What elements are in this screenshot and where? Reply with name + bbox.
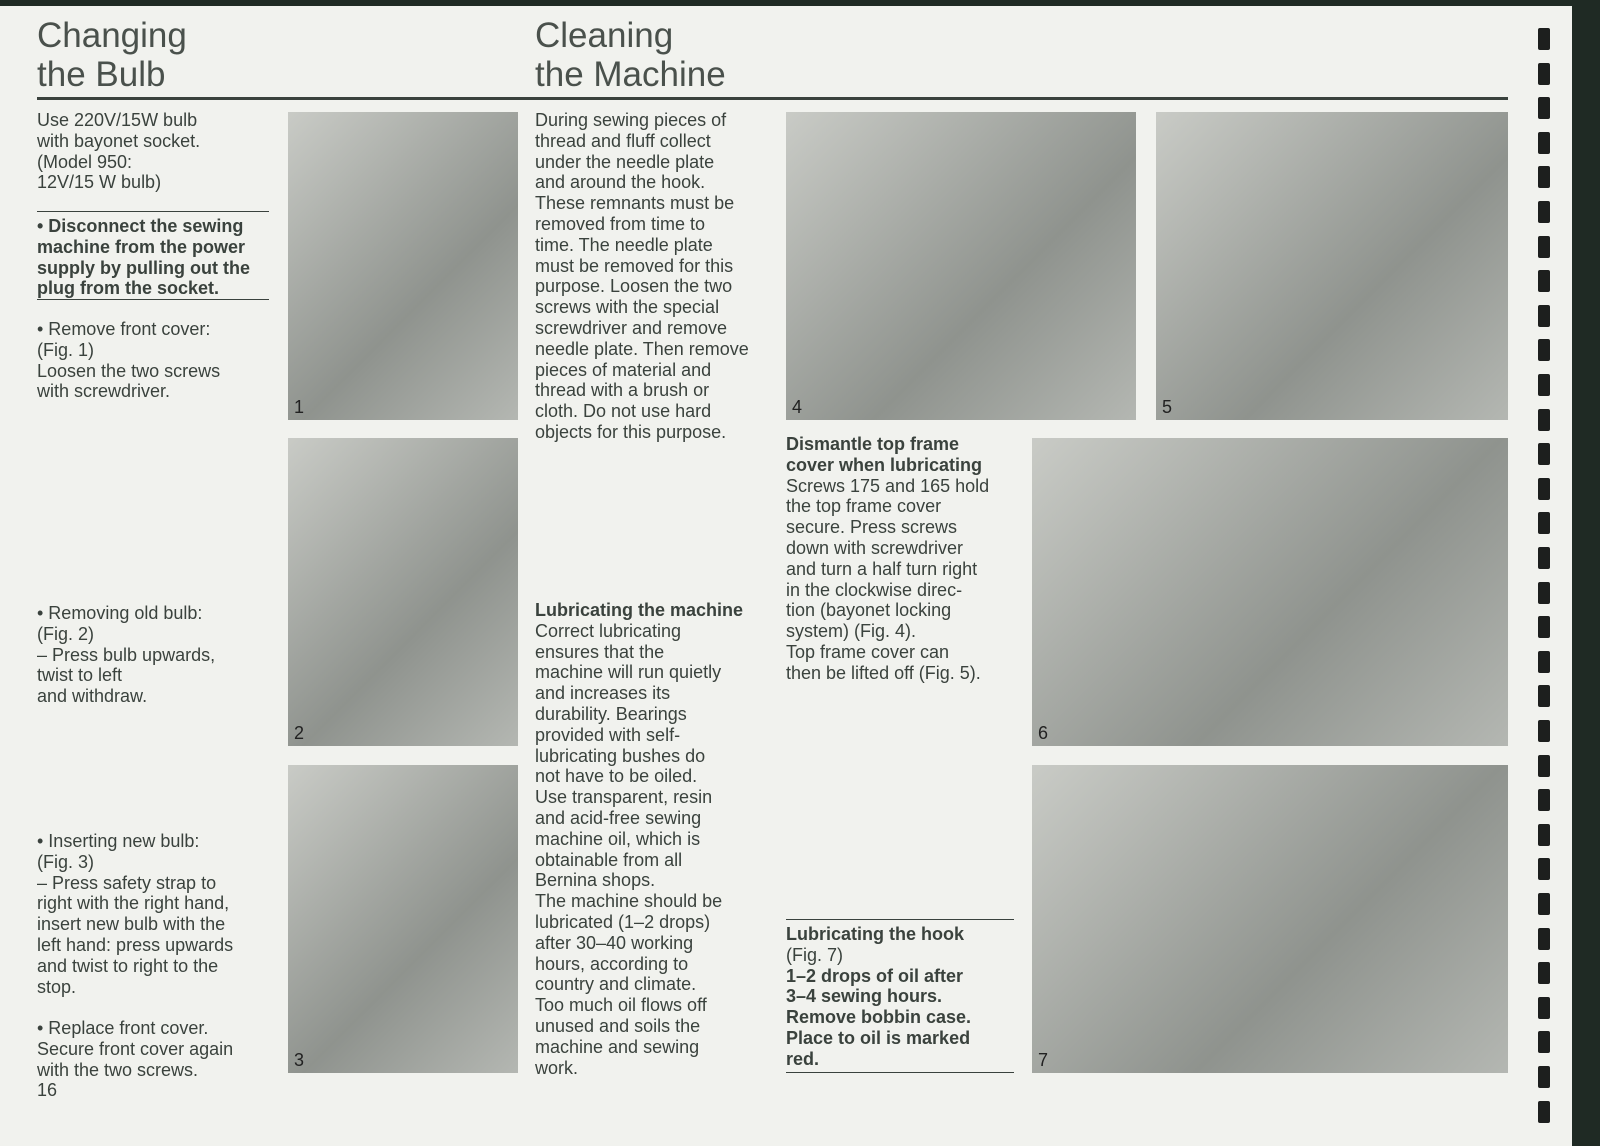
text-line: must be removed for this [535, 255, 734, 276]
page-number: 16 [37, 1080, 58, 1100]
text-line: left hand: press upwards [37, 934, 234, 955]
lubricating-text [535, 621, 780, 1079]
binding-hole [1538, 63, 1550, 85]
lubricating-section [535, 600, 780, 1078]
text-line: lubricated (1–2 drops) [535, 911, 711, 932]
text-line: Loosen the two screws [37, 360, 221, 381]
text-line: machine from the power [37, 236, 246, 257]
binding-hole [1538, 547, 1550, 569]
text-line: plug from the socket. [37, 278, 220, 299]
text-line: These remnants must be [535, 193, 735, 214]
text-line: removed from time to [535, 213, 706, 234]
binding-hole [1538, 201, 1550, 223]
text-line: cover when lubricating [786, 454, 983, 475]
binding-hole [1538, 28, 1550, 50]
figure-4-photo [786, 112, 1136, 420]
binding-hole [1538, 582, 1550, 604]
text-line: unused and soils the [535, 1015, 701, 1036]
text-line: (Fig. 2) [37, 623, 95, 644]
figure-7-photo [1032, 765, 1508, 1073]
dismantle-title [786, 434, 1026, 476]
binding-hole [1538, 824, 1550, 846]
text-line: • Inserting new bulb: [37, 831, 200, 851]
binding-hole [1538, 1031, 1550, 1053]
figure-number: 2 [294, 723, 305, 743]
figure-number: 7 [1038, 1050, 1049, 1070]
text-line: (Fig. 1) [37, 339, 95, 360]
text-line: Correct lubricating [535, 620, 682, 641]
text-line: lubricating bushes do [535, 745, 706, 766]
text-line: Dismantle top frame [786, 434, 960, 454]
text-line: twist to left [37, 665, 123, 686]
binding-hole [1538, 512, 1550, 534]
binding-hole [1538, 789, 1550, 811]
text-line: and increases its [535, 683, 671, 704]
text-line: During sewing pieces of [535, 110, 727, 130]
text-line: insert new bulb with the [37, 914, 226, 935]
text-line: hours, according to [535, 953, 689, 974]
text-line: the top frame cover [786, 496, 942, 517]
insert-bulb-text [37, 831, 277, 997]
text-line: and around the hook. [535, 172, 706, 193]
binding-hole [1538, 893, 1550, 915]
text-line: 12V/15 W bulb) [37, 172, 162, 193]
text-line: • Removing old bulb: [37, 603, 203, 623]
text-line: cloth. Do not use hard [535, 401, 712, 422]
text-line: Bernina shops. [535, 870, 656, 891]
text-line: provided with self- [535, 724, 681, 745]
text-line: with bayonet socket. [37, 130, 201, 151]
binding-hole [1538, 928, 1550, 950]
text-line: screwdriver and remove [535, 317, 728, 338]
binding-hole [1538, 720, 1550, 742]
binding-hole [1538, 305, 1550, 327]
binding-hole [1538, 1066, 1550, 1088]
binding-hole [1538, 1101, 1550, 1123]
text-line: ensures that the [535, 641, 665, 662]
divider [37, 211, 269, 212]
binding-hole [1538, 858, 1550, 880]
text-line: work. [535, 1057, 579, 1078]
figure-number: 4 [792, 397, 803, 417]
figure-1-photo [288, 112, 518, 420]
figure-number: 1 [294, 397, 305, 417]
text-line: country and climate. [535, 974, 697, 995]
text-line: needle plate. Then remove [535, 338, 749, 359]
text-line: supply by pulling out the [37, 257, 250, 278]
dismantle-section [786, 434, 1026, 684]
text-line: pieces of material and [535, 359, 712, 380]
bulb-spec [37, 110, 277, 193]
text-line: obtainable from all [535, 849, 683, 870]
binding-hole [1538, 270, 1550, 292]
figure-number: 6 [1038, 723, 1049, 743]
text-line: under the needle plate [535, 151, 715, 172]
text-line: with screwdriver. [37, 381, 171, 402]
text-line: • Remove front cover: [37, 319, 211, 339]
text-line: Secure front cover again [37, 1038, 234, 1059]
text-line: tion (bayonet locking [786, 600, 952, 621]
binding-hole [1538, 443, 1550, 465]
text-line: – Press safety strap to [37, 872, 217, 893]
heading-line: Cleaning [535, 16, 674, 55]
text-line: and twist to right to the [37, 955, 219, 976]
text-line: (Model 950: [37, 151, 133, 172]
binding-hole [1538, 339, 1550, 361]
hook-instructions [786, 966, 1026, 1070]
binding-hole [1538, 755, 1550, 777]
text-line: The machine should be [535, 891, 723, 912]
binding-hole [1538, 651, 1550, 673]
text-line: thread with a brush or [535, 380, 710, 401]
binding-hole [1538, 409, 1550, 431]
text-line: • Replace front cover. [37, 1018, 209, 1038]
text-line: stop. [37, 976, 77, 997]
divider [786, 919, 1014, 920]
text-line: thread and fluff collect [535, 130, 711, 151]
text-line: and turn a half turn right [786, 558, 978, 579]
binding-hole [1538, 616, 1550, 638]
binding-hole [1538, 685, 1550, 707]
figure-number: 3 [294, 1050, 305, 1070]
cleaning-text [535, 110, 780, 443]
dismantle-text [786, 476, 1026, 684]
binding-hole [1538, 374, 1550, 396]
heading-line: Changing [37, 16, 187, 55]
replace-cover-text [37, 1018, 277, 1080]
text-line: durability. Bearings [535, 703, 687, 724]
text-line: • Disconnect the sewing [37, 216, 244, 236]
text-line: and acid-free sewing [535, 807, 702, 828]
text-line: machine and sewing [535, 1036, 700, 1057]
text-line: not have to be oiled. [535, 766, 698, 787]
heading-line: the Machine [535, 55, 726, 94]
text-line: screws with the special [535, 297, 720, 318]
binding-hole [1538, 132, 1550, 154]
text-line: Place to oil is marked [786, 1027, 971, 1048]
manual-page [0, 6, 1572, 1146]
text-line: – Press bulb upwards, [37, 644, 216, 665]
text-line: in the clockwise direc- [786, 579, 963, 600]
heading-changing-bulb [37, 16, 187, 94]
figure-6-photo [1032, 438, 1508, 746]
text-line: secure. Press screws [786, 517, 958, 538]
text-line: Top frame cover can [786, 641, 950, 662]
binding-hole [1538, 962, 1550, 984]
text-line: machine will run quietly [535, 662, 722, 683]
text-line: Use transparent, resin [535, 787, 713, 808]
divider [37, 299, 269, 300]
remove-cover-text [37, 319, 277, 402]
binding-hole [1538, 166, 1550, 188]
text-line: purpose. Loosen the two [535, 276, 733, 297]
heading-rule [37, 97, 1508, 100]
divider [786, 1072, 1014, 1073]
lubricating-title: Lubricating the machine [535, 600, 744, 620]
text-line: Use 220V/15W bulb [37, 110, 198, 130]
text-line: right with the right hand, [37, 893, 230, 914]
binding-hole [1538, 236, 1550, 258]
hook-fig-ref: (Fig. 7) [786, 944, 844, 965]
heading-line: the Bulb [37, 55, 166, 94]
hook-title: Lubricating the hook [786, 924, 964, 944]
remove-old-bulb-text [37, 603, 277, 707]
text-line: objects for this purpose. [535, 421, 727, 442]
text-line: Screws 175 and 165 hold [786, 475, 990, 496]
binding-hole [1538, 478, 1550, 500]
text-line: system) (Fig. 4). [786, 621, 917, 642]
text-line: machine oil, which is [535, 828, 701, 849]
text-line: Too much oil flows off [535, 995, 707, 1016]
text-line: 1–2 drops of oil after [786, 965, 964, 986]
figure-number: 5 [1162, 397, 1173, 417]
text-line: and withdraw. [37, 686, 148, 707]
text-line: down with screwdriver [786, 537, 964, 558]
binding-hole [1538, 97, 1550, 119]
text-line: red. [786, 1048, 820, 1069]
figure-3-photo [288, 765, 518, 1073]
text-line: 3–4 sewing hours. [786, 986, 943, 1007]
text-line: after 30–40 working [535, 932, 694, 953]
binding-hole [1538, 997, 1550, 1019]
hook-section [786, 924, 1026, 1070]
heading-cleaning-machine [535, 16, 726, 94]
text-line: (Fig. 3) [37, 851, 95, 872]
warning-disconnect [37, 216, 277, 299]
figure-5-photo [1156, 112, 1508, 420]
text-line: then be lifted off (Fig. 5). [786, 662, 981, 683]
text-line: time. The needle plate [535, 234, 713, 255]
text-line: with the two screws. [37, 1059, 199, 1080]
text-line: Remove bobbin case. [786, 1007, 972, 1028]
figure-2-photo [288, 438, 518, 746]
